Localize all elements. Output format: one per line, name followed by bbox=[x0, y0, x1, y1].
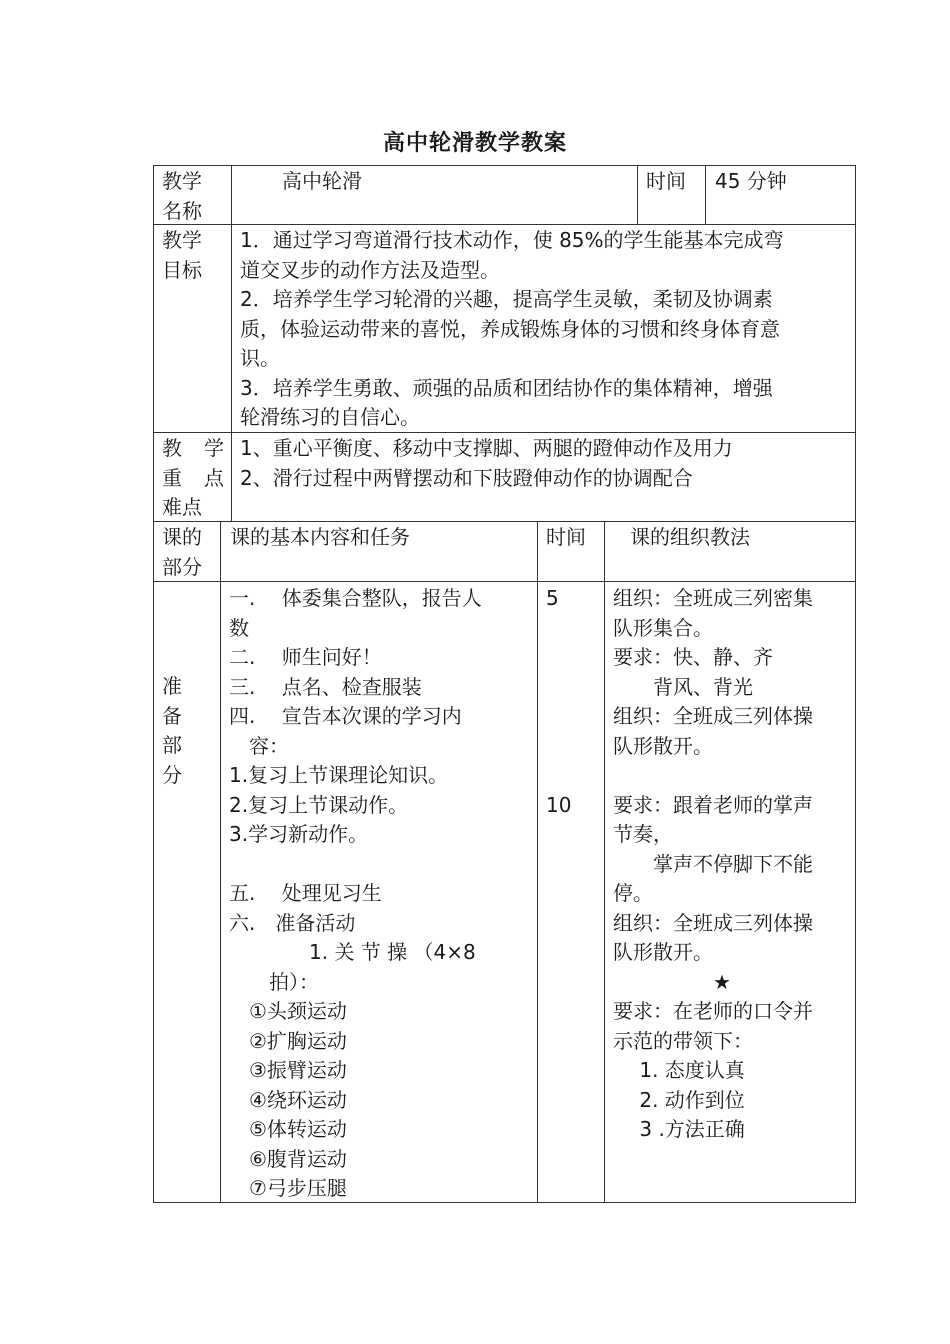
prep-time-2: 10 bbox=[546, 793, 572, 817]
content-line bbox=[229, 850, 533, 880]
col-divider bbox=[231, 165, 232, 521]
label-line: 难点 bbox=[162, 495, 202, 519]
method-line: 节奏， bbox=[613, 822, 673, 846]
objective-line: 识。 bbox=[240, 346, 280, 370]
content-line: ⑦弓步压腿 bbox=[229, 1176, 347, 1200]
method-line: 要求：在老师的口令并 bbox=[613, 999, 813, 1023]
col-header-method: 课的组织教法 bbox=[630, 525, 750, 549]
col-divider bbox=[604, 521, 605, 1203]
method-line: 掌声不停脚下不能 bbox=[613, 851, 813, 876]
method-line: 要求：跟着老师的掌声 bbox=[613, 792, 813, 817]
label-line: 教学 bbox=[162, 169, 202, 193]
content-line: ⑥腹背运动 bbox=[229, 1146, 347, 1171]
label-char: 学 bbox=[204, 436, 224, 460]
col-header-content: 课的基本内容和任务 bbox=[230, 525, 410, 549]
content-line: ③振臂运动 bbox=[229, 1058, 347, 1082]
objective-line: 3．培养学生勇敢、顽强的品质和团结协作的集体精神，增强 bbox=[240, 375, 773, 400]
col-divider bbox=[705, 165, 706, 224]
content-line: 五. 处理见习生 bbox=[229, 881, 382, 905]
col-divider bbox=[637, 165, 638, 224]
method-line: 组织：全班成三列密集 bbox=[613, 586, 813, 610]
method-line: 队形散开。 bbox=[613, 940, 713, 964]
method-line: 1. 态度认真 bbox=[613, 1058, 745, 1082]
time-label: 时间 bbox=[646, 169, 686, 193]
method-line bbox=[613, 761, 853, 791]
prep-content bbox=[229, 584, 533, 1204]
page-title: 高中轮滑教学教案 bbox=[382, 131, 567, 156]
star-marker: ★ bbox=[613, 969, 731, 994]
row-divider bbox=[153, 581, 856, 582]
method-line: 示范的带领下： bbox=[613, 1028, 753, 1053]
content-line: 四. 宣告本次课的学习内 bbox=[229, 704, 462, 728]
method-line: 队形集合。 bbox=[613, 615, 713, 640]
content-line: 六. 准备活动 bbox=[229, 910, 356, 935]
prep-part-label bbox=[162, 672, 182, 790]
col-header-part bbox=[162, 523, 202, 582]
label-char: 教 bbox=[162, 436, 182, 460]
objective-line: 轮滑练习的自信心。 bbox=[240, 405, 420, 429]
method-line: 队形散开。 bbox=[613, 733, 713, 758]
method-line: 停。 bbox=[613, 881, 653, 905]
method-line: 3 .方法正确 bbox=[613, 1117, 745, 1141]
content-line: 容： bbox=[229, 733, 289, 758]
objectives-label bbox=[162, 226, 202, 285]
prep-time-1: 5 bbox=[546, 586, 559, 610]
content-line: ④绕环运动 bbox=[229, 1087, 347, 1112]
label-char: 分 bbox=[162, 762, 182, 787]
key-point-line: 2、滑行过程中两臂摆动和下肢蹬伸动作的协调配合 bbox=[240, 465, 693, 490]
method-line: 要求：快、静、齐 bbox=[613, 645, 773, 669]
label-line: 课的 bbox=[162, 525, 202, 549]
objective-line: 1．通过学习弯道滑行技术动作，使 85%的学生能基本完成弯 bbox=[240, 228, 784, 252]
content-line: 二. 师生问好！ bbox=[229, 645, 382, 669]
col-divider bbox=[537, 521, 538, 1203]
row-divider bbox=[153, 224, 856, 225]
content-line: 3.学习新动作。 bbox=[229, 822, 369, 846]
prep-method bbox=[613, 584, 853, 1145]
col-header-time: 时间 bbox=[546, 525, 586, 549]
content-line: ②扩胸运动 bbox=[229, 1028, 347, 1053]
label-char: 备 bbox=[162, 703, 182, 728]
objective-line: 道交叉步的动作方法及造型。 bbox=[240, 257, 500, 282]
content-line: 2.复习上节课动作。 bbox=[229, 792, 409, 817]
label-line: 名称 bbox=[162, 198, 202, 223]
name-label bbox=[162, 167, 202, 226]
method-line: 组织：全班成三列体操 bbox=[613, 910, 813, 935]
content-line: ①头颈运动 bbox=[229, 999, 347, 1023]
label-line: 目标 bbox=[162, 257, 202, 282]
col-divider bbox=[220, 521, 221, 1203]
label-char: 部 bbox=[162, 733, 182, 757]
method-line: 背风、背光 bbox=[613, 674, 753, 699]
objective-line: 2．培养学生学习轮滑的兴趣，提高学生灵敏，柔韧及协调素 bbox=[240, 287, 773, 311]
content-line: 一. 体委集合整队，报告人 bbox=[229, 586, 482, 610]
label-line: 教学 bbox=[162, 228, 202, 252]
key-points-label bbox=[162, 434, 224, 523]
content-line: 1. 关 节 操 （4×8 bbox=[229, 940, 476, 964]
label-char: 点 bbox=[204, 465, 224, 490]
content-line: 1.复习上节课理论知识。 bbox=[229, 763, 449, 787]
objectives-text bbox=[240, 226, 852, 433]
label-char: 准 bbox=[162, 674, 182, 698]
row-divider bbox=[153, 521, 856, 522]
key-point-line: 1、重心平衡度、移动中支撑脚、两腿的蹬伸动作及用力 bbox=[240, 436, 733, 460]
method-line: 组织：全班成三列体操 bbox=[613, 704, 813, 728]
course-name: 高中轮滑 bbox=[282, 169, 362, 193]
content-line: 三. 点名、检查服装 bbox=[229, 674, 422, 699]
objective-line: 质，体验运动带来的喜悦，养成锻炼身体的习惯和终身体育意 bbox=[240, 316, 780, 341]
label-char: 重 bbox=[162, 465, 182, 490]
content-line: 拍）： bbox=[229, 969, 319, 994]
content-line: 数 bbox=[229, 615, 249, 640]
key-points-text bbox=[240, 434, 733, 493]
content-line: ⑤体转运动 bbox=[229, 1117, 347, 1141]
time-value: 45 分钟 bbox=[715, 169, 787, 193]
method-line: 2. 动作到位 bbox=[613, 1087, 745, 1112]
label-line: 部分 bbox=[162, 554, 202, 579]
